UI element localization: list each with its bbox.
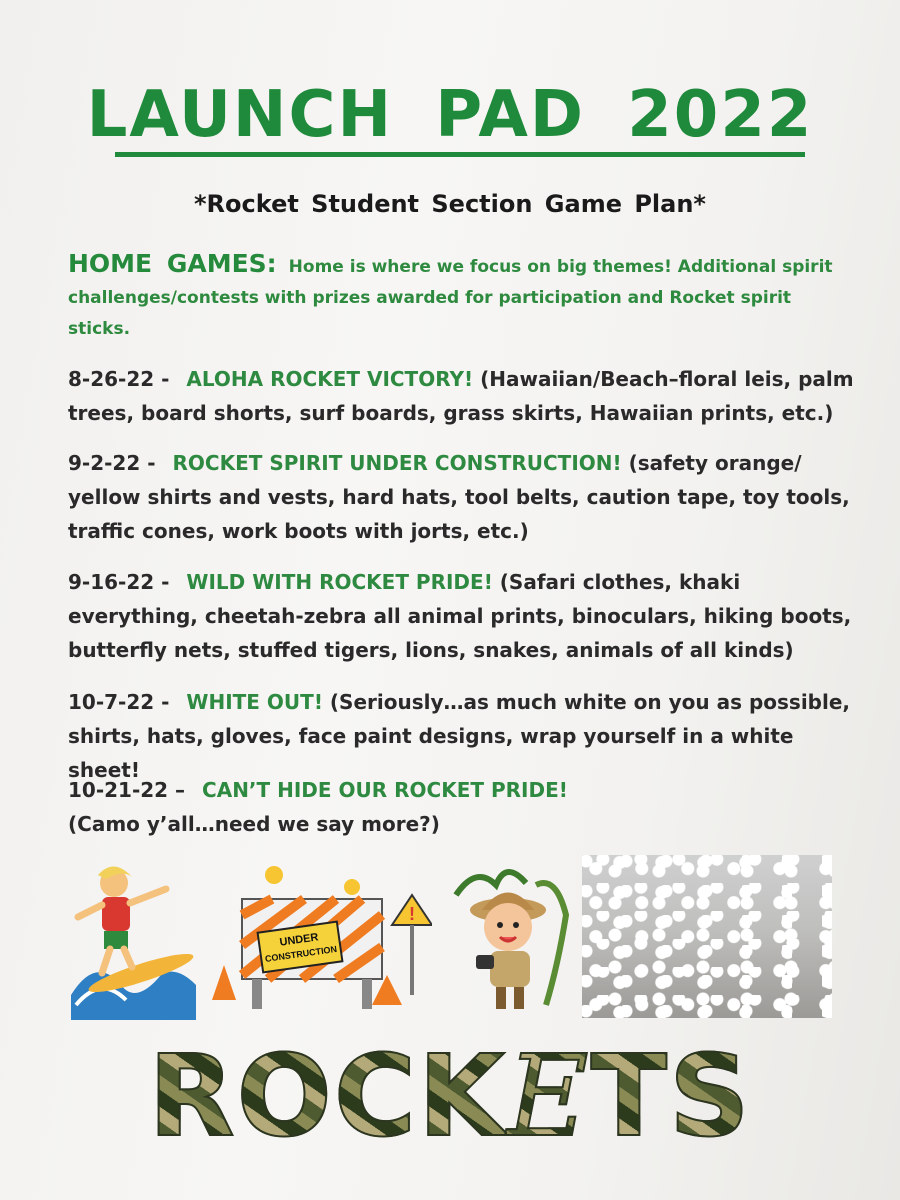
wordmark-letter: K bbox=[418, 1032, 507, 1162]
wordmark-letter: S bbox=[668, 1032, 752, 1162]
game-theme: CAN’T HIDE OUR ROCKET PRIDE! bbox=[202, 778, 568, 802]
theme-clipart-row bbox=[66, 855, 836, 1020]
game-date: 10-7-22 - bbox=[68, 690, 170, 714]
game-details: (Seriously…as much white on you as possible, shirts, hats, gloves, face paint designs, wrap yourself in a white sheet! bbox=[68, 690, 851, 782]
poster-subtitle: *Rocket Student Section Game Plan* bbox=[194, 190, 706, 218]
game-details: (safety orange/ yellow shirts and vests, hard hats, tool belts, caution tape, toy tools, traffic cones, work boots with jorts, etc.) bbox=[68, 451, 850, 543]
svg-text:!: ! bbox=[409, 904, 415, 924]
game-entry bbox=[68, 773, 588, 841]
game-details: (Hawaiian/Beach–floral leis, palm trees, board shorts, surf boards, grass skirts, Hawaiian prints, etc.) bbox=[68, 367, 854, 425]
svg-text:UNDER: UNDER bbox=[278, 931, 320, 949]
title-underline bbox=[115, 152, 805, 157]
game-entry bbox=[68, 362, 868, 430]
game-theme: ROCKET SPIRIT UNDER CONSTRUCTION! bbox=[172, 451, 622, 475]
home-games-text: Home is where we focus on big themes! Additional spirit challenges/contests with prizes awarded for participation and Rocket spirit sticks. bbox=[68, 257, 833, 339]
construction-barrier-icon bbox=[212, 855, 432, 1020]
poster-title: LAUNCH PAD 2022 bbox=[86, 78, 814, 152]
wordmark-letter: E bbox=[506, 1032, 591, 1162]
surfer-clipart-icon bbox=[66, 855, 206, 1020]
home-games-intro bbox=[68, 248, 838, 345]
home-games-heading: HOME GAMES: bbox=[68, 249, 277, 278]
wordmark-letter: O bbox=[236, 1032, 334, 1162]
game-entry bbox=[68, 685, 868, 787]
game-theme: WHITE OUT! bbox=[186, 690, 323, 714]
game-theme: ALOHA ROCKET VICTORY! bbox=[186, 367, 474, 391]
game-details: (Safari clothes, khaki everything, cheetah-zebra all animal prints, binoculars, hiking boots, butterfly nets, stuffed tigers, lions, snakes, animals of all kinds) bbox=[68, 570, 852, 662]
wordmark-letter: T bbox=[590, 1032, 669, 1162]
wordmark-letter: R bbox=[148, 1032, 237, 1162]
wordmark-letter: C bbox=[333, 1032, 419, 1162]
white-out-crowd-photo bbox=[582, 855, 832, 1018]
game-date: 8-26-22 - bbox=[68, 367, 170, 391]
game-theme: WILD WITH ROCKET PRIDE! bbox=[186, 570, 493, 594]
game-date: 9-2-22 - bbox=[68, 451, 156, 475]
safari-explorer-icon bbox=[446, 855, 576, 1020]
rockets-camo-wordmark bbox=[0, 1032, 900, 1162]
game-entry bbox=[68, 446, 868, 548]
game-details: (Camo y’all…need we say more?) bbox=[68, 812, 440, 836]
svg-text:CONSTRUCTION: CONSTRUCTION bbox=[264, 943, 338, 964]
game-date: 10-21-22 – bbox=[68, 778, 186, 802]
game-entry bbox=[68, 565, 868, 667]
game-date: 9-16-22 - bbox=[68, 570, 170, 594]
